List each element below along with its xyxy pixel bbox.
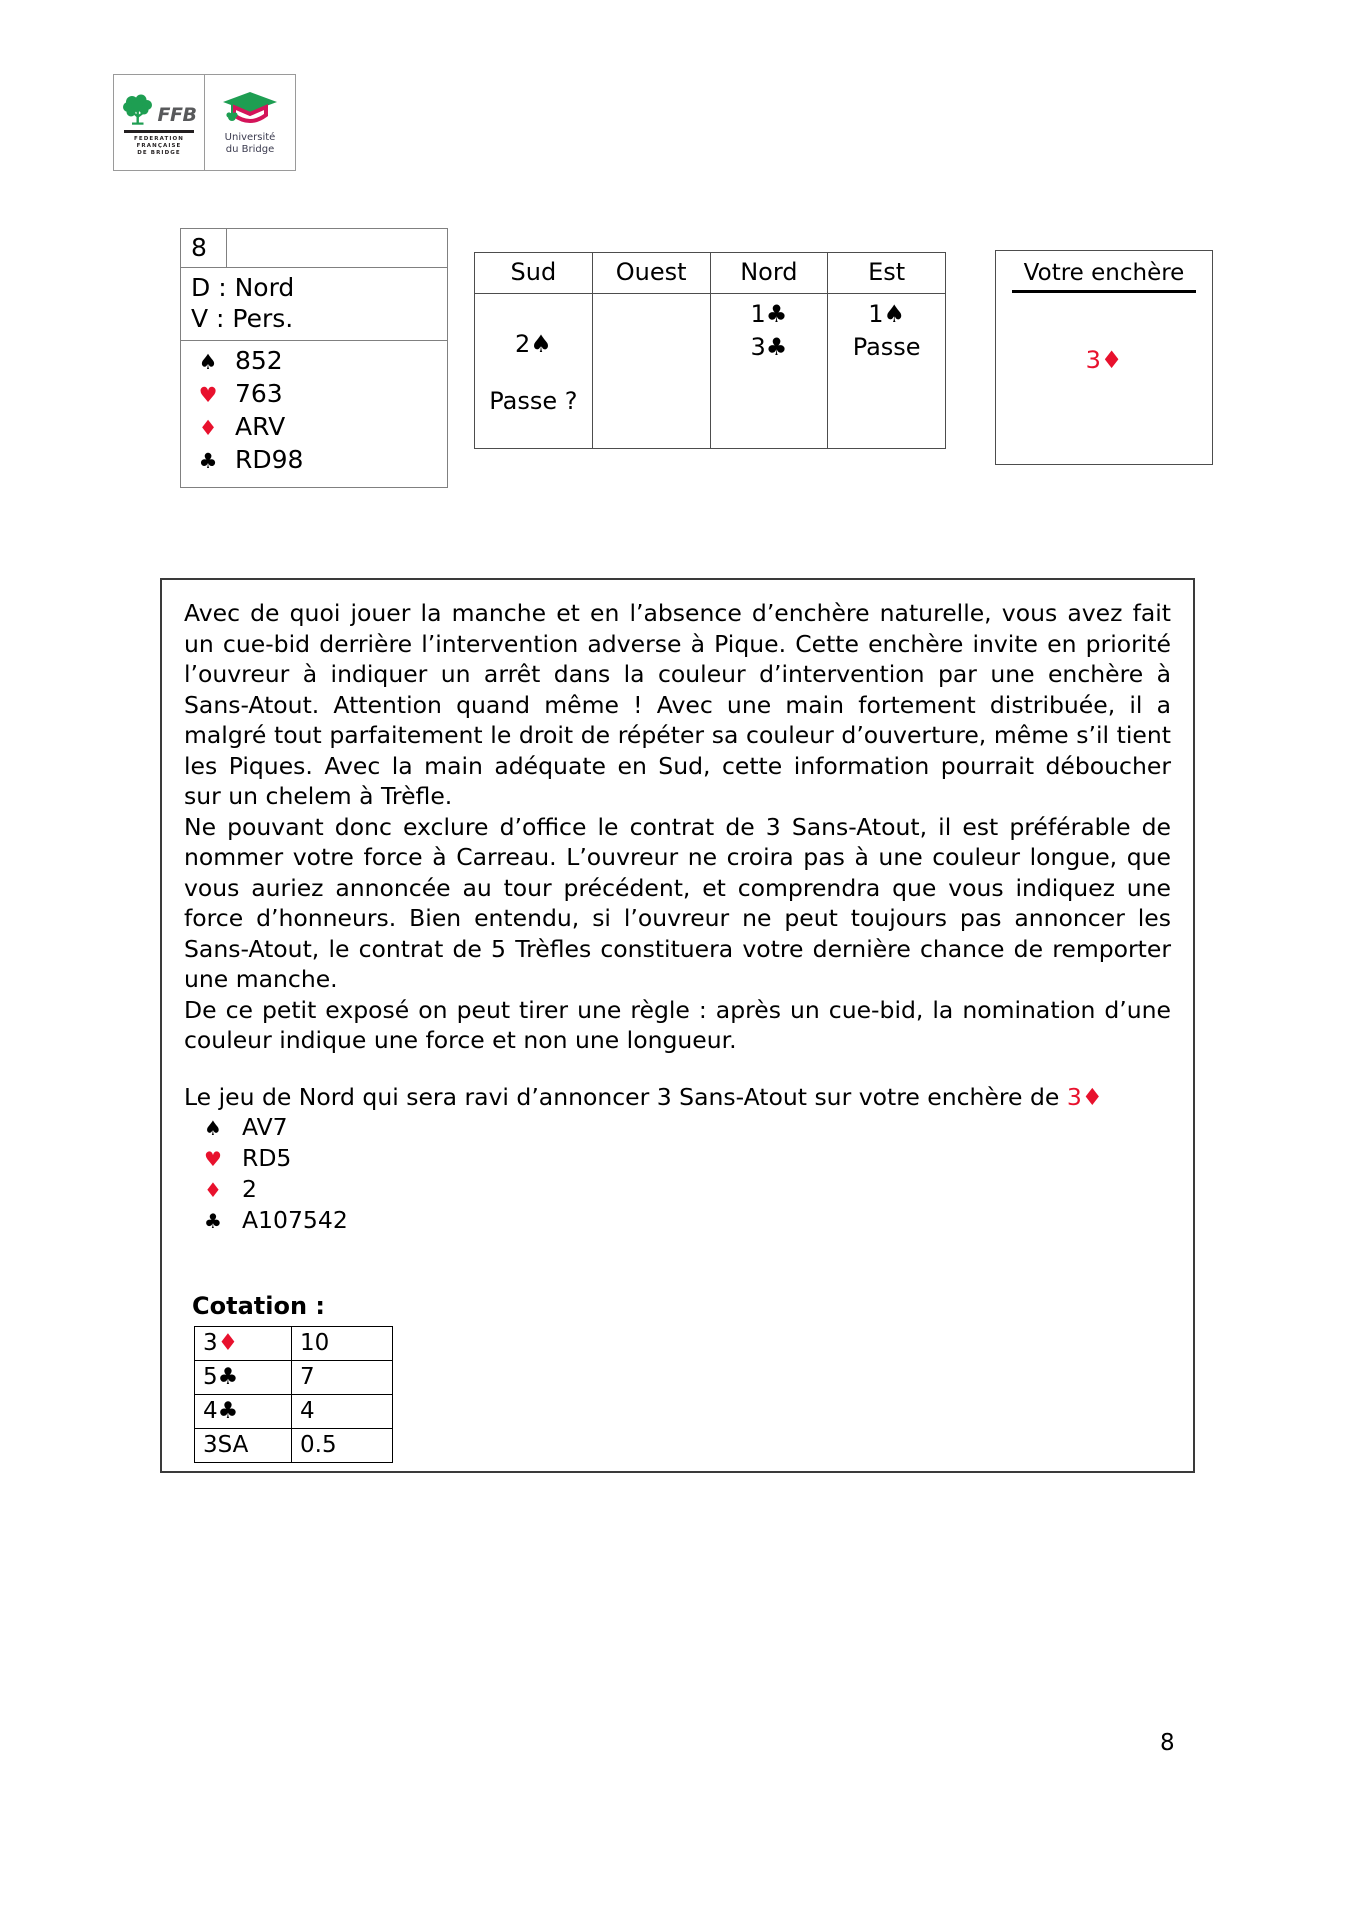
hand-row — [181, 411, 447, 444]
table-row — [195, 1327, 393, 1361]
diamond-cards: ARV — [235, 412, 286, 441]
nord-bid-2: 3♣ — [750, 333, 788, 361]
heart-suit-icon: ♥ — [198, 383, 218, 407]
brand-logo-box — [113, 74, 296, 171]
auction-header-ouest: Ouest — [592, 253, 710, 294]
hand-row — [181, 378, 447, 411]
cotation-score: 4 — [292, 1395, 393, 1429]
hand-row — [184, 1205, 1171, 1236]
ffb-subtitle-line-1: FEDERATION — [134, 135, 184, 142]
graduation-cap-icon — [220, 90, 280, 128]
spade-cards: 852 — [235, 346, 283, 375]
spade-suit-icon: ♠ — [198, 350, 218, 374]
cotation-bid — [195, 1395, 292, 1429]
deal-panel — [180, 228, 448, 488]
est-bid-2: Passe — [852, 333, 921, 361]
diamond-suit-icon: ♦ — [217, 1329, 239, 1356]
ffb-acronym: FFB — [157, 103, 197, 126]
ffb-subtitle-line-3: DE BRIDGE — [137, 149, 181, 156]
hand-row — [181, 444, 447, 477]
tree-icon — [122, 93, 156, 127]
nord-hand-intro-text: Le jeu de Nord qui sera ravi d’annoncer 3 Sans-Atout sur votre enchère de — [184, 1082, 1067, 1111]
auction-body-row — [475, 294, 946, 449]
auction-header-sud: Sud — [475, 253, 593, 294]
cotation-bid — [195, 1429, 292, 1463]
explanation-box — [160, 578, 1195, 1473]
auction-table — [474, 252, 946, 449]
cotation-score: 10 — [292, 1327, 393, 1361]
cotation-bid-level: 4 — [203, 1397, 218, 1424]
your-bid-title: Votre enchère — [1012, 251, 1196, 293]
cotation-bid — [195, 1361, 292, 1395]
cotation-title: Cotation : — [192, 1292, 325, 1320]
table-row — [195, 1395, 393, 1429]
north-hand — [184, 1112, 1171, 1236]
cotation-bid — [195, 1327, 292, 1361]
explanation-paragraph-2: Ne pouvant donc exclure d’office le contrat de 3 Sans-Atout, il est préférable de nommer votre force à Carreau. L’ouvreur ne croira pas à une couleur longue, que vous auriez annoncée au tour précédent, et comprendra que vous indiquez une force d’honneurs. Bien entendu, si l’ouvreur ne peut toujours pas annoncer les Sans-Atout, le contrat de 5 Trèfles constituera votre dernière chance de remporter une manche. — [184, 812, 1171, 993]
cotation-table — [194, 1326, 393, 1463]
explanation-paragraph-3: De ce petit exposé on peut tirer une règle : après un cue-bid, la nomination d’une couleur indique une force et non une longueur. — [184, 995, 1171, 1054]
cotation-score: 7 — [292, 1361, 393, 1395]
ffb-subtitle-line-2: FRANÇAISE — [136, 142, 182, 149]
deal-number: 8 — [181, 229, 227, 268]
spade-cards: AV7 — [242, 1113, 288, 1141]
club-suit-icon: ♣ — [204, 1209, 222, 1233]
auction-cell-sud — [475, 294, 593, 449]
hand-row — [184, 1143, 1171, 1174]
nord-bid-1: 1♣ — [750, 300, 788, 328]
hand-row — [184, 1174, 1171, 1205]
auction-cell-ouest — [592, 294, 710, 449]
hand-row — [184, 1112, 1171, 1143]
vulnerability-label: V : Pers. — [191, 304, 294, 333]
diamond-suit-icon: ♦ — [198, 416, 218, 440]
sud-bid-2: Passe ? — [489, 387, 578, 415]
page-number: 8 — [1160, 1730, 1175, 1756]
explanation-paragraph-1: Avec de quoi jouer la manche et en l’absence d’enchère naturelle, vous avez fait un cue-bid derrière l’intervention adverse à Pique. Cette enchère invite en priorité l’ouvreur à indiquer un arrêt dans la couleur d’intervention par une enchère à Sans-Atout. Attention quand même ! Avec une main fortement distribuée, il a malgré tout parfaitement le droit de répéter sa couleur d’ouverture, même s’il tient les Piques. Avec la main adéquate en Sud, cette information pourrait déboucher sur un chelem à Trèfle. — [184, 599, 1171, 810]
auction-header-row — [475, 253, 946, 294]
dealer-label: D : Nord — [191, 273, 295, 302]
table-row — [195, 1429, 393, 1463]
universite-label-line-2: du Bridge — [225, 143, 275, 155]
diamond-suit-icon: ♦ — [204, 1178, 222, 1202]
nord-hand-intro — [184, 1082, 1171, 1113]
ffb-divider-rule — [124, 130, 194, 133]
spade-suit-icon: ♠ — [204, 1116, 222, 1140]
auction-cell-nord — [710, 294, 828, 449]
table-row — [195, 1361, 393, 1395]
south-hand — [181, 341, 447, 487]
club-suit-icon: ♣ — [198, 449, 218, 473]
heart-suit-icon: ♥ — [204, 1147, 222, 1171]
paragraph-spacer — [184, 1056, 1171, 1082]
cotation-bid-level: 3SA — [203, 1431, 249, 1458]
sud-bid-1: 2♠ — [514, 330, 552, 358]
universite-du-bridge-logo — [205, 75, 295, 170]
club-suit-icon: ♣ — [217, 1363, 239, 1390]
universite-label-line-1: Université — [224, 132, 276, 143]
club-suit-icon: ♣ — [217, 1397, 239, 1424]
heart-cards: RD5 — [242, 1144, 292, 1172]
auction-header-nord: Nord — [710, 253, 828, 294]
est-bid-1: 1♠ — [868, 300, 906, 328]
nord-hand-intro-bid: 3♦ — [1066, 1082, 1103, 1111]
your-bid-value — [996, 346, 1212, 374]
diamond-cards: 2 — [242, 1175, 257, 1203]
deal-meta — [181, 267, 447, 341]
ffb-logo — [114, 75, 205, 170]
cotation-score: 0.5 — [292, 1429, 393, 1463]
your-bid-panel — [995, 250, 1213, 465]
club-cards: A107542 — [242, 1206, 348, 1234]
cotation-bid-level: 5 — [203, 1363, 218, 1390]
heart-cards: 763 — [235, 379, 283, 408]
deal-number-filler — [227, 229, 447, 268]
your-bid-value-text: 3♦ — [1085, 346, 1123, 374]
cotation-bid-level: 3 — [203, 1329, 218, 1356]
hand-row — [181, 345, 447, 378]
auction-cell-est — [828, 294, 946, 449]
auction-header-est: Est — [828, 253, 946, 294]
club-cards: RD98 — [235, 445, 304, 474]
